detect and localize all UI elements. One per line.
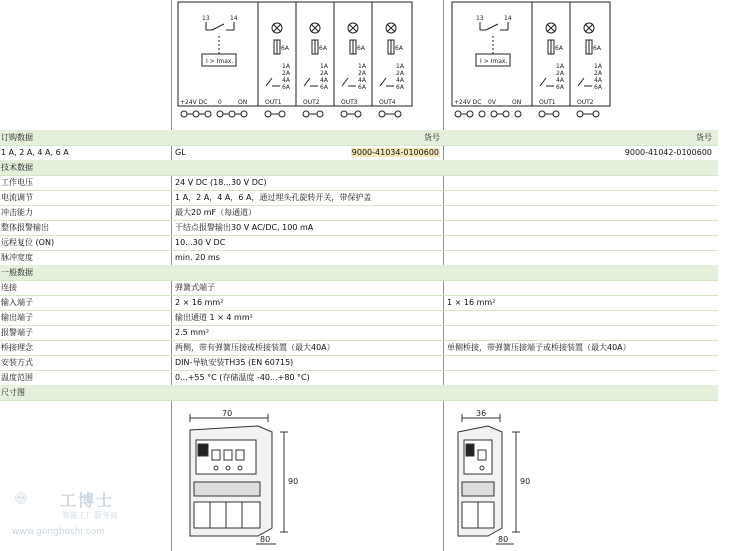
rating-label: 1A — [594, 63, 602, 70]
rating-label: 4A — [282, 77, 290, 84]
dim-height: 90 — [288, 477, 299, 486]
watermark-title: 工博士 — [60, 491, 115, 510]
row-label: 安装方式 — [1, 358, 33, 367]
rating-label: 6A — [396, 84, 404, 91]
output-label-4: OUT4 — [379, 99, 396, 106]
dim-width: 36 — [476, 410, 487, 418]
row-value: 2 × 16 mm² — [175, 298, 224, 307]
row-value: DIN-导轨安装TH35 (EN 60715) — [175, 358, 294, 367]
terminal-label-0v: 0V — [488, 99, 496, 106]
row-value: 两侧，带有弹簧压接或桥接装置（最大40A） — [175, 343, 335, 352]
row-label: 远程复位 (ON) — [1, 238, 55, 247]
rating-label: 2A — [282, 70, 290, 77]
table-row — [0, 175, 718, 191]
section-title: 尺寸图 — [1, 388, 25, 397]
terminal-label-24v: +24V DC — [180, 99, 208, 106]
contact-label-14: 14 — [504, 15, 512, 22]
row-label: 整体报警输出 — [1, 223, 49, 232]
section-header-dimensions — [0, 385, 718, 401]
fuse-label: 6A — [281, 45, 289, 52]
rating-label: 4A — [556, 77, 564, 84]
row-value: 24 V DC (18...30 V DC) — [175, 178, 267, 187]
row-label: 连接 — [1, 283, 17, 292]
rating-label: 1A — [358, 63, 366, 70]
contact-label-14: 14 — [230, 15, 238, 22]
table-row — [0, 205, 718, 221]
contact-label-13: 13 — [476, 15, 484, 22]
row-value: 干结点报警输出30 V AC/DC, 100 mA — [175, 223, 314, 232]
rating-label: 4A — [594, 77, 602, 84]
row-value: 10...30 V DC — [175, 238, 226, 247]
output-label-3: OUT3 — [341, 99, 358, 106]
row-value: 最大20 mF（每通道） — [175, 208, 257, 217]
rating-label: 6A — [320, 84, 328, 91]
table-row — [0, 355, 718, 371]
output-label-2: OUT2 — [577, 99, 594, 106]
part-number-2ch: 9000-41042-0100600 — [624, 148, 712, 157]
row-value-2ch: 1 × 16 mm² — [447, 298, 496, 307]
row-value: GL — [175, 148, 186, 157]
section-header-tech — [0, 160, 718, 176]
rating-label: 4A — [396, 77, 404, 84]
section-title: 订购数据 — [1, 133, 33, 142]
dimension-drawing-4ch — [176, 410, 306, 550]
row-value: 弹簧式端子 — [175, 283, 215, 292]
table-row — [0, 295, 718, 311]
dim-depth: 80 — [498, 535, 509, 544]
table-row — [0, 190, 718, 206]
rating-label: 4A — [320, 77, 328, 84]
terminal-label-on: ON — [512, 99, 522, 106]
wiring-diagram-2ch — [450, 0, 615, 122]
row-value: 2.5 mm² — [175, 328, 210, 337]
rating-label: 1A — [396, 63, 404, 70]
row-value-2ch: 单侧桥接，带弹簧压接端子或桥接装置（最大40A） — [447, 343, 631, 352]
table-row — [0, 280, 718, 296]
table-row — [0, 220, 718, 236]
rating-label: 4A — [358, 77, 366, 84]
rating-label: 6A — [282, 84, 290, 91]
dimension-drawing-2ch — [448, 410, 548, 550]
fuse-label: 6A — [319, 45, 327, 52]
contact-label-13: 13 — [202, 15, 210, 22]
table-row — [0, 235, 718, 251]
part-no-header: 货号 — [696, 133, 712, 142]
rating-label: 1A — [556, 63, 564, 70]
dim-height: 90 — [520, 477, 531, 486]
part-no-header: 货号 — [424, 133, 440, 142]
rating-label: 2A — [396, 70, 404, 77]
dim-depth: 80 — [260, 535, 271, 544]
row-value: 1 A，2 A，4 A，6 A，通过埋头孔旋转开关，带保护盖 — [175, 193, 372, 202]
fuse-label: 6A — [357, 45, 365, 52]
rating-label: 6A — [358, 84, 366, 91]
row-label: 电流调节 — [1, 193, 33, 202]
fuse-label: 6A — [555, 45, 563, 52]
row-label: 报警端子 — [1, 328, 33, 337]
terminal-label-24v: +24V DC — [454, 99, 482, 106]
table-row — [0, 310, 718, 326]
rating-label: 6A — [594, 84, 602, 91]
watermark-subtitle: 智能工厂服务商 — [62, 511, 118, 520]
section-header-order — [0, 130, 718, 146]
part-number-4ch — [175, 145, 440, 160]
rating-label: 2A — [556, 70, 564, 77]
row-label: 工作电压 — [1, 178, 33, 187]
part-number-text: 9000-41034-0100600 — [351, 148, 439, 157]
row-label: 冲击能力 — [1, 208, 33, 217]
row-label: 输出端子 — [1, 313, 33, 322]
rating-label: 2A — [320, 70, 328, 77]
row-value: 输出通道 1 × 4 mm² — [175, 313, 253, 322]
section-title: 一般数据 — [1, 268, 33, 277]
fuse-label: 6A — [395, 45, 403, 52]
table-row — [0, 145, 718, 161]
table-row — [0, 340, 718, 356]
rating-label: 1A — [320, 63, 328, 70]
section-header-general — [0, 265, 718, 281]
wiring-diagram-4ch — [176, 0, 416, 122]
watermark-url: www.gongboshi.com — [12, 527, 105, 537]
terminal-label-on: ON — [238, 99, 248, 106]
imax-label: I > Imax. — [480, 58, 508, 65]
row-label: 1 A, 2 A, 4 A, 6 A — [1, 148, 69, 157]
row-value: min. 20 ms — [175, 253, 220, 262]
dim-width: 70 — [222, 410, 233, 418]
rating-label: 2A — [594, 70, 602, 77]
output-label-1: OUT1 — [539, 99, 556, 106]
row-label: 输入端子 — [1, 298, 33, 307]
robot-mascot-watermark — [12, 476, 62, 526]
row-label: 桥接理念 — [1, 343, 33, 352]
row-label: 脉冲宽度 — [1, 253, 33, 262]
table-row — [0, 250, 718, 266]
row-value: 0...+55 °C (存储温度 -40...+80 °C) — [175, 373, 310, 382]
output-label-2: OUT2 — [303, 99, 320, 106]
rating-label: 1A — [282, 63, 290, 70]
table-row — [0, 325, 718, 341]
section-title: 技术数据 — [1, 163, 33, 172]
rating-label: 2A — [358, 70, 366, 77]
output-label-1: OUT1 — [265, 99, 282, 106]
fuse-label: 6A — [593, 45, 601, 52]
imax-label: I > Imax. — [206, 58, 234, 65]
row-label: 温度范围 — [1, 373, 33, 382]
table-row — [0, 370, 718, 386]
terminal-label-0: 0 — [218, 99, 222, 106]
rating-label: 6A — [556, 84, 564, 91]
